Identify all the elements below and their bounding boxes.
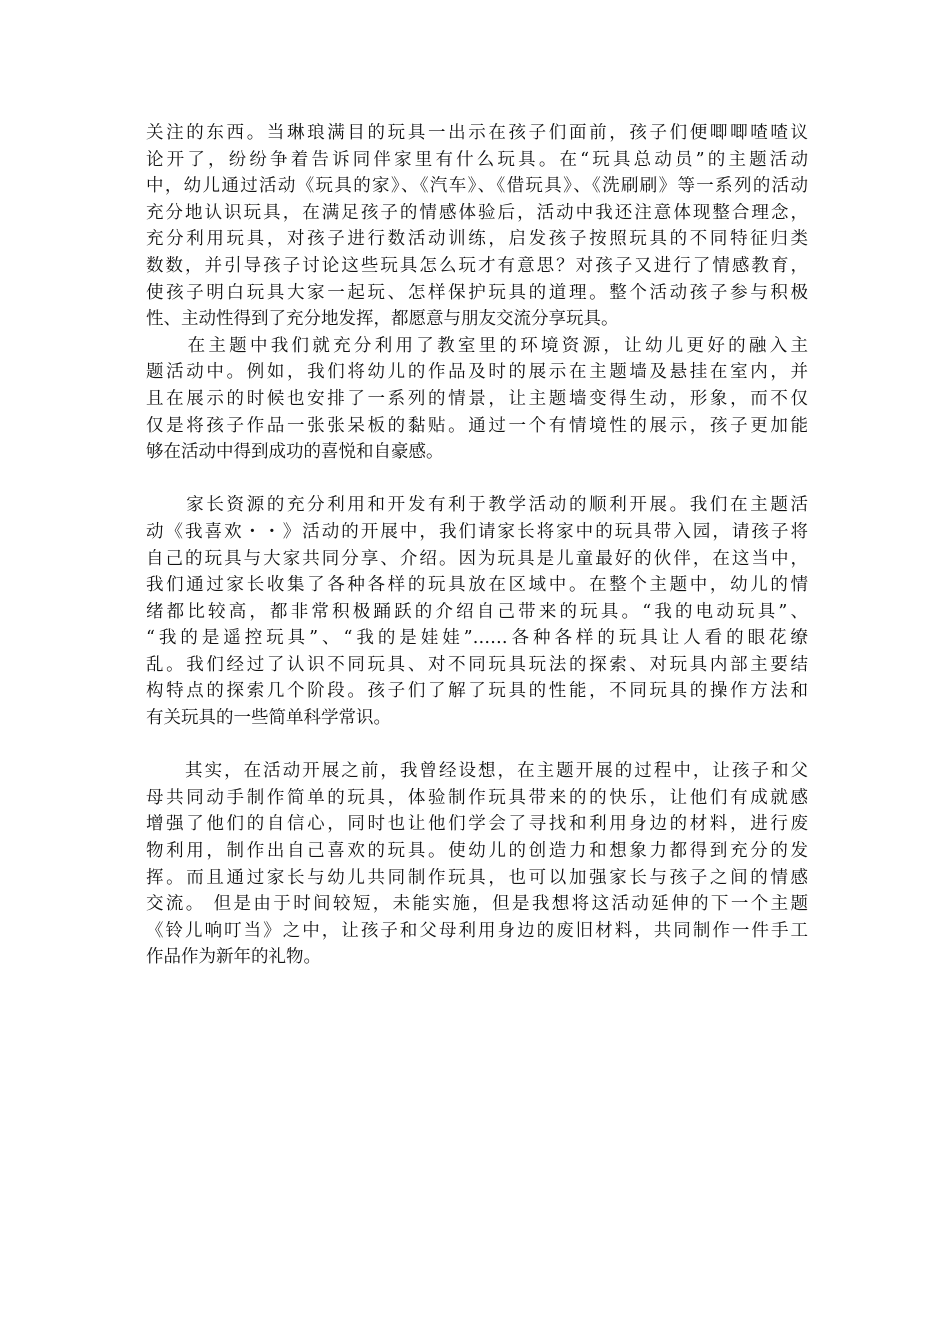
text-line: 充分地认识玩具，在满足孩子的情感体验后，活动中我还注意体现整合理念， xyxy=(146,202,808,223)
text-line: 关注的东西。当琳琅满目的玩具一出示在孩子们面前，孩子们便唧唧喳喳议 xyxy=(146,123,808,143)
text-line: 够在活动中得到成功的喜悦和自豪感。 xyxy=(146,442,444,463)
text-line: 使孩子明白玩具大家一起玩、怎样保护玩具的道理。整个活动孩子参与积极 xyxy=(146,282,808,303)
text-line: 《铃儿响叮当》之中，让孩子和父母利用身边的废旧材料，共同制作一件手工 xyxy=(146,920,808,941)
text-line: 论开了，纷纷争着告诉同伴家里有什么玩具。在“玩具总动员”的主题活动 xyxy=(146,149,808,170)
text-line: 在主题中我们就充分利用了教室里的环境资源，让幼儿更好的融入主 xyxy=(146,335,808,356)
paragraph-3 xyxy=(146,492,808,731)
text-line: 有关玩具的一些简单科学常识。 xyxy=(146,708,391,729)
text-line: 题活动中。例如，我们将幼儿的作品及时的展示在主题墙及悬挂在室内，并 xyxy=(146,362,808,383)
text-line: 数数，并引导孩子讨论这些玩具怎么玩才有意思？对孩子又进行了情感教育， xyxy=(146,255,808,276)
text-line: 挥。而且通过家长与幼儿共同制作玩具，也可以加强家长与孩子之间的情感 xyxy=(146,867,808,888)
text-line: 增强了他们的自信心，同时也让他们学会了寻找和利用身边的材料，进行废 xyxy=(146,814,808,835)
text-line: 自己的玩具与大家共同分享、介绍。因为玩具是儿童最好的伙伴，在这当中， xyxy=(146,548,808,569)
text-line: 构特点的探索几个阶段。孩子们了解了玩具的性能，不同玩具的操作方法和 xyxy=(146,681,808,702)
text-line: 母共同动手制作简单的玩具，体验制作玩具带来的的快乐，让他们有成就感 xyxy=(146,787,808,808)
text-line: 充分利用玩具，对孩子进行数活动训练，启发孩子按照玩具的不同特征归类 xyxy=(146,229,808,250)
text-line: 交流。 但是由于时间较短，未能实施，但是我想将这活动延伸的下一个主题 xyxy=(146,894,808,915)
document-body xyxy=(146,120,808,971)
text-line: 作品作为新年的礼物。 xyxy=(146,947,321,968)
text-line: 中，幼儿通过活动《玩具的家》、《汽车》、《借玩具》、《洗刷刷》等一系列的活动 xyxy=(146,176,808,197)
text-line: 动《我喜欢・・》活动的开展中，我们请家长将家中的玩具带入园，请孩子将 xyxy=(146,521,808,542)
text-line: 物利用，制作出自己喜欢的玩具。使幼儿的创造力和想象力都得到充分的发 xyxy=(146,841,808,862)
text-line: “我的是遥控玩具”、“我的是娃娃”……各种各样的玩具让人看的眼花缭 xyxy=(146,628,808,649)
text-line: 仅是将孩子作品一张张呆板的黏贴。通过一个有情境性的展示，孩子更加能 xyxy=(146,415,808,436)
paragraph-4 xyxy=(146,758,808,971)
text-line: 性、主动性得到了充分地发挥，都愿意与朋友交流分享玩具。 xyxy=(146,309,619,330)
text-line: 且在展示的时候也安排了一系列的情景，让主题墙变得生动，形象，而不仅 xyxy=(146,388,808,409)
text-line: 家长资源的充分利用和开发有利于教学活动的顺利开展。我们在主题活 xyxy=(146,495,808,516)
paragraph-1 xyxy=(146,120,808,333)
text-line: 绪都比较高，都非常积极踊跃的介绍自己带来的玩具。“我的电动玩具”、 xyxy=(146,601,808,622)
text-line: 其实，在活动开展之前，我曾经设想，在主题开展的过程中，让孩子和父 xyxy=(146,761,808,782)
text-line: 乱。我们经过了认识不同玩具、对不同玩具玩法的探索、对玩具内部主要结 xyxy=(146,654,808,675)
text-line: 我们通过家长收集了各种各样的玩具放在区域中。在整个主题中，幼儿的情 xyxy=(146,575,808,596)
paragraph-2 xyxy=(146,333,808,466)
